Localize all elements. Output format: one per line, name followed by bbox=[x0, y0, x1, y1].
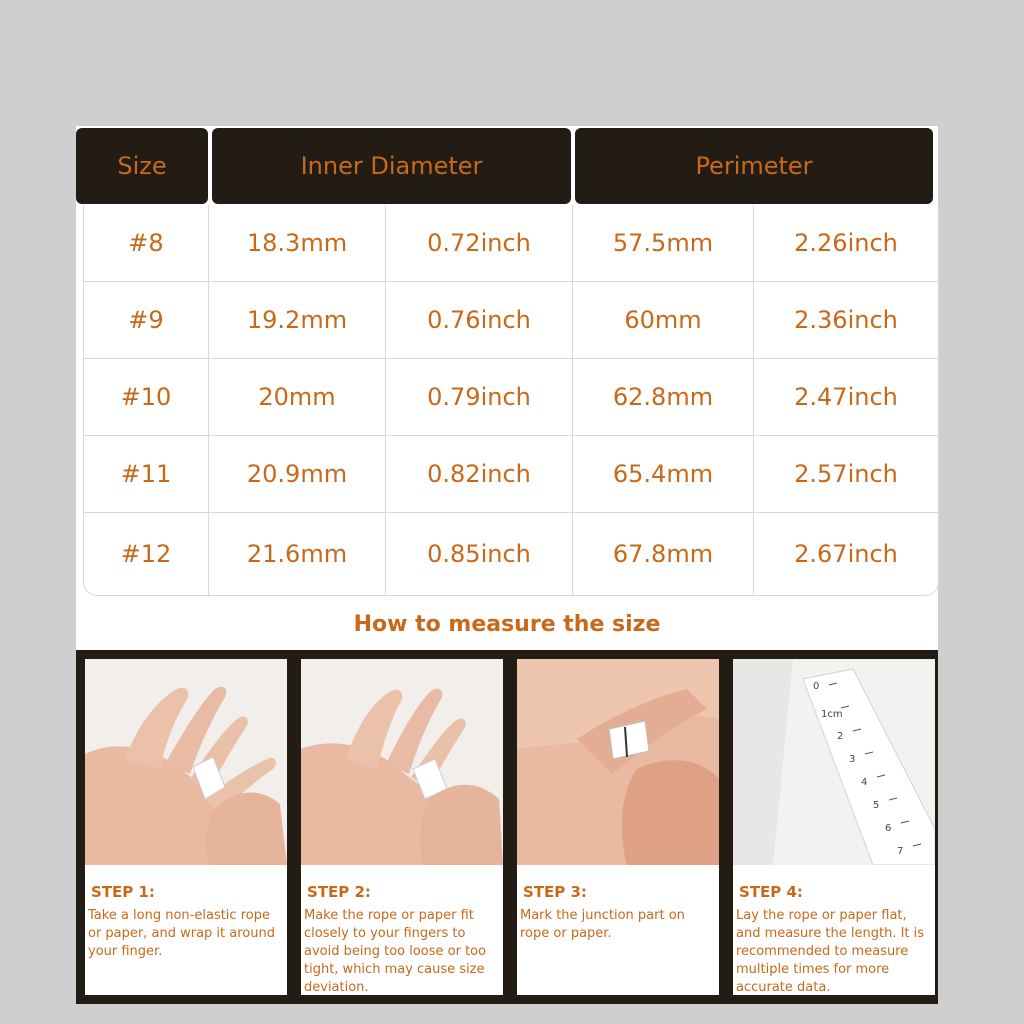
step-text: Make the rope or paper fit closely to your fingers to avoid being too loose or too tight, which may cause size deviation. bbox=[304, 908, 487, 995]
diameter-mm-cell: 20mm bbox=[209, 359, 386, 435]
table-row bbox=[84, 205, 938, 282]
ruler-label: 2 bbox=[837, 731, 844, 742]
header-size-label: Size bbox=[117, 152, 167, 180]
perimeter-mm-cell: 67.8mm bbox=[573, 513, 754, 595]
diameter-mm-cell: 20.9mm bbox=[209, 436, 386, 512]
step-card-4 bbox=[733, 659, 935, 995]
diameter-inch-cell: 0.79inch bbox=[386, 359, 573, 435]
step-title: STEP 4: bbox=[739, 883, 803, 901]
table-row bbox=[84, 282, 938, 359]
header-perimeter bbox=[575, 128, 933, 204]
ruler-label: 7 bbox=[897, 846, 904, 857]
step-text: Lay the rope or paper flat, and measure the length. It is recommended to measure multiple times for more accurate data. bbox=[736, 908, 925, 995]
step-card-1 bbox=[85, 659, 287, 995]
step-card-2 bbox=[301, 659, 503, 995]
diameter-inch-cell: 0.85inch bbox=[386, 513, 573, 595]
diameter-inch-cell: 0.82inch bbox=[386, 436, 573, 512]
perimeter-mm-cell: 60mm bbox=[573, 282, 754, 358]
perimeter-inch-cell: 2.67inch bbox=[794, 540, 898, 568]
size-table bbox=[83, 205, 939, 596]
ruler-label: 1cm bbox=[821, 709, 843, 720]
header-inner-diameter-label: Inner Diameter bbox=[300, 152, 483, 180]
diameter-mm-cell: 21.6mm bbox=[209, 513, 386, 595]
diameter-mm-cell: 19.2mm bbox=[209, 282, 386, 358]
diameter-inch-cell: 0.72inch bbox=[386, 205, 573, 281]
ruler-label: 0 bbox=[813, 681, 820, 692]
step-3-photo bbox=[517, 659, 719, 865]
size-cell: #9 bbox=[84, 282, 209, 358]
step-title: STEP 3: bbox=[523, 883, 587, 901]
steps-panel bbox=[76, 650, 938, 1004]
perimeter-inch-cell: 2.57inch bbox=[794, 460, 898, 488]
diameter-mm-cell: 18.3mm bbox=[209, 205, 386, 281]
perimeter-mm-cell: 62.8mm bbox=[573, 359, 754, 435]
header-perimeter-label: Perimeter bbox=[695, 152, 813, 180]
step-4-photo bbox=[733, 659, 935, 865]
step-text: Take a long non-elastic rope or paper, and wrap it around your finger. bbox=[88, 908, 275, 959]
perimeter-inch-cell: 2.47inch bbox=[794, 383, 898, 411]
step-text: Mark the junction part on rope or paper. bbox=[520, 908, 685, 941]
step-card-3 bbox=[517, 659, 719, 995]
table-row bbox=[84, 359, 938, 436]
header-size bbox=[76, 128, 208, 204]
table-row bbox=[84, 436, 938, 513]
header-inner-diameter bbox=[212, 128, 571, 204]
step-1-photo bbox=[85, 659, 287, 865]
ruler-label: 3 bbox=[849, 754, 856, 765]
size-cell: #12 bbox=[84, 513, 209, 595]
step-title: STEP 1: bbox=[91, 883, 155, 901]
step-2-photo bbox=[301, 659, 503, 865]
perimeter-mm-cell: 65.4mm bbox=[573, 436, 754, 512]
perimeter-inch-cell: 2.36inch bbox=[794, 306, 898, 334]
size-cell: #10 bbox=[84, 359, 209, 435]
perimeter-mm-cell: 57.5mm bbox=[573, 205, 754, 281]
measure-heading: How to measure the size bbox=[353, 612, 661, 637]
diameter-inch-cell: 0.76inch bbox=[386, 282, 573, 358]
step-title: STEP 2: bbox=[307, 883, 371, 901]
size-cell: #8 bbox=[84, 205, 209, 281]
table-row bbox=[84, 513, 938, 595]
perimeter-inch-cell: 2.26inch bbox=[794, 229, 898, 257]
size-cell: #11 bbox=[84, 436, 209, 512]
ruler-label: 6 bbox=[885, 823, 892, 834]
ruler-label: 5 bbox=[873, 800, 880, 811]
ruler-label: 4 bbox=[861, 777, 868, 788]
